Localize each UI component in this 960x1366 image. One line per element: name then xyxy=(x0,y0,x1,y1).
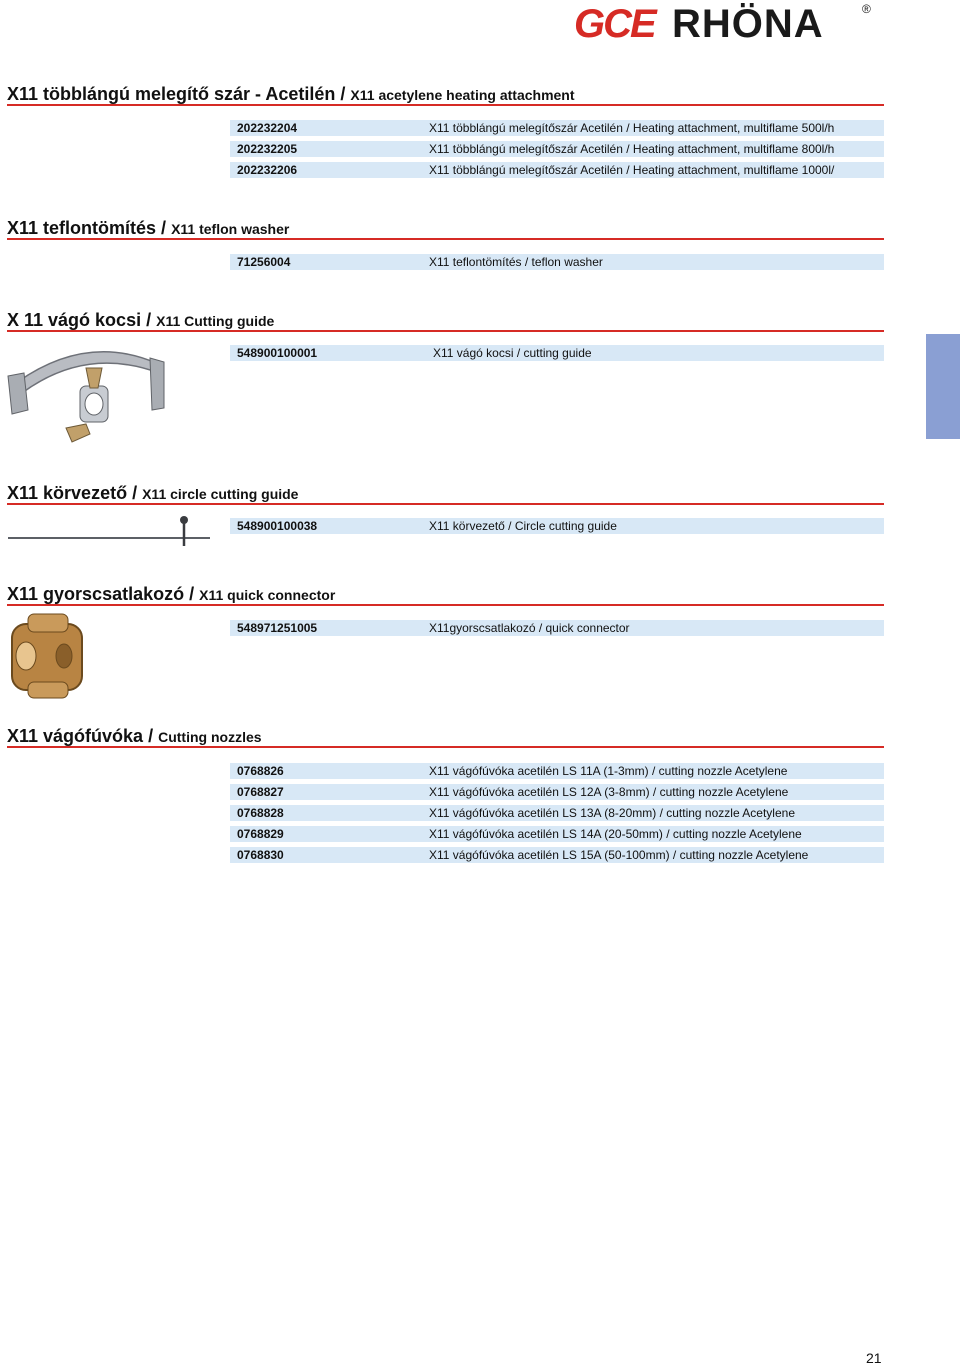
product-description: X11 többlángú melegítőszár Acetilén / Heating attachment, multiflame 500l/h xyxy=(429,121,835,135)
table-row xyxy=(230,847,884,863)
section-divider xyxy=(7,746,884,748)
product-code: 202232206 xyxy=(237,163,298,177)
table-row xyxy=(230,826,884,842)
section-title-cutting-nozzles xyxy=(7,726,262,747)
section-divider xyxy=(7,503,884,505)
quick-connector-image xyxy=(6,612,88,700)
table-row xyxy=(230,162,884,178)
table-row xyxy=(230,620,884,636)
table-row xyxy=(230,805,884,821)
table-row xyxy=(230,784,884,800)
section-title-hu: X11 gyorscsatlakozó / xyxy=(7,584,195,604)
section-title-en: X11 acetylene heating attachment xyxy=(350,87,575,103)
circle-cutting-guide-image xyxy=(6,514,214,548)
product-description: X11 vágófúvóka acetilén LS 11A (1-3mm) / cutting nozzle Acetylene xyxy=(429,764,788,778)
section-title-hu: X11 körvezető / xyxy=(7,483,138,503)
product-code: 0768829 xyxy=(237,827,284,841)
product-code: 548900100038 xyxy=(237,519,318,533)
product-code: 0768827 xyxy=(237,785,284,799)
logo-gce: GCE xyxy=(574,2,655,46)
logo-rhona: RHÖNA xyxy=(672,2,824,46)
product-description: X11 többlángú melegítőszár Acetilén / Heating attachment, multiflame 1000l/ xyxy=(429,163,835,177)
logo-registered-mark: ® xyxy=(862,2,871,16)
product-code: 202232204 xyxy=(237,121,298,135)
section-title-circle-cutting-guide xyxy=(7,483,298,504)
product-code: 548900100001 xyxy=(237,346,318,360)
section-divider xyxy=(7,330,884,332)
section-title-en: X11 quick connector xyxy=(199,587,336,603)
section-title-hu: X11 többlángú melegítő szár - Acetilén / xyxy=(7,84,346,104)
product-description: X11 teflontömítés / teflon washer xyxy=(429,255,603,269)
product-code: 202232205 xyxy=(237,142,298,156)
brand-logo xyxy=(574,2,874,48)
section-title-hu: X 11 vágó kocsi / xyxy=(7,310,152,330)
section-divider xyxy=(7,104,884,106)
section-title-en: X11 teflon washer xyxy=(171,221,290,237)
section-title-en: Cutting nozzles xyxy=(158,729,262,745)
table-row xyxy=(230,254,884,270)
product-description: X11 körvezető / Circle cutting guide xyxy=(429,519,617,533)
table-row xyxy=(230,141,884,157)
table-row xyxy=(230,518,884,534)
product-description: X11 vágófúvóka acetilén LS 15A (50-100mm) / cutting nozzle Acetylene xyxy=(429,848,809,862)
table-row xyxy=(230,120,884,136)
product-description: X11 többlángú melegítőszár Acetilén / Heating attachment, multiflame 800l/h xyxy=(429,142,835,156)
page-number: 21 xyxy=(866,1350,882,1366)
table-row xyxy=(230,763,884,779)
section-title-heating-attachment xyxy=(7,84,575,105)
section-title-hu: X11 vágófúvóka / xyxy=(7,726,154,746)
product-description: X11 vágó kocsi / cutting guide xyxy=(433,346,592,360)
product-description: X11gyorscsatlakozó / quick connector xyxy=(429,621,630,635)
product-code: 548971251005 xyxy=(237,621,318,635)
product-description: X11 vágófúvóka acetilén LS 13A (8-20mm) / cutting nozzle Acetylene xyxy=(429,806,795,820)
section-divider xyxy=(7,604,884,606)
product-description: X11 vágófúvóka acetilén LS 12A (3-8mm) / cutting nozzle Acetylene xyxy=(429,785,789,799)
table-row xyxy=(230,345,884,361)
product-description: X11 vágófúvóka acetilén LS 14A (20-50mm) / cutting nozzle Acetylene xyxy=(429,827,802,841)
section-title-en: X11 Cutting guide xyxy=(156,313,275,329)
section-title-cutting-guide xyxy=(7,310,274,331)
product-code: 0768830 xyxy=(237,848,284,862)
chapter-side-tab xyxy=(926,334,960,439)
section-title-hu: X11 teflontömítés / xyxy=(7,218,167,238)
cutting-guide-image xyxy=(6,338,166,450)
product-code: 0768828 xyxy=(237,806,284,820)
product-code: 71256004 xyxy=(237,255,291,269)
section-title-en: X11 circle cutting guide xyxy=(142,486,299,502)
section-title-quick-connector xyxy=(7,584,335,605)
section-title-teflon-washer xyxy=(7,218,289,239)
section-divider xyxy=(7,238,884,240)
product-code: 0768826 xyxy=(237,764,284,778)
